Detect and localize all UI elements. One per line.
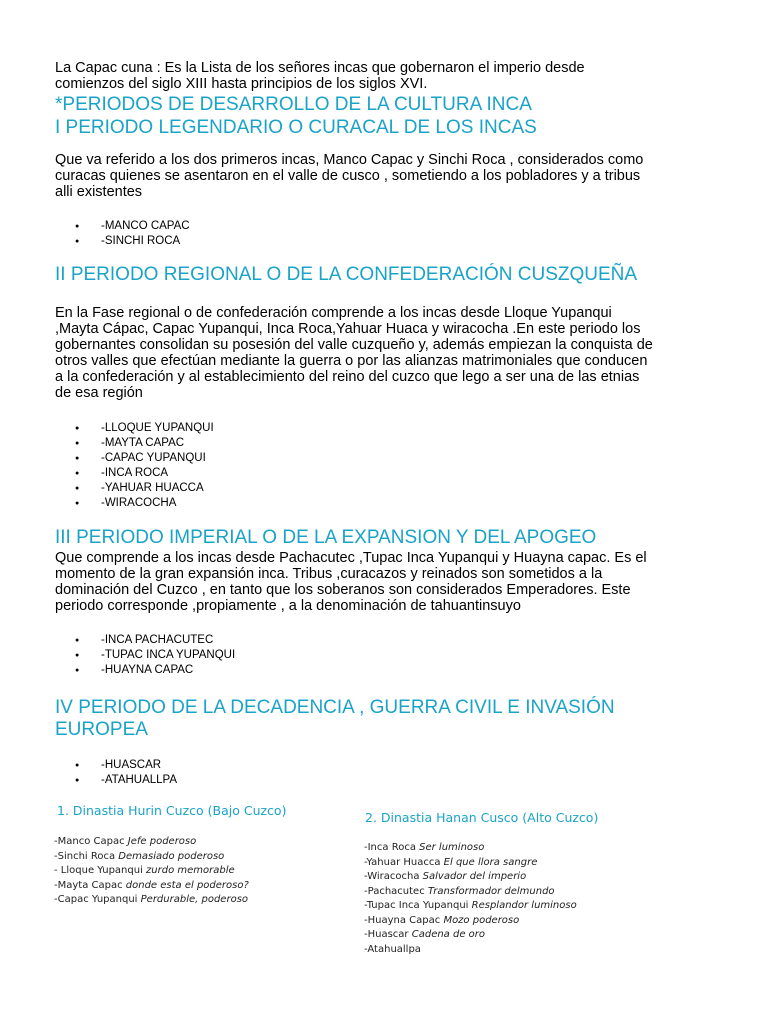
ruler-meaning: donde esta el poderoso? <box>125 879 249 891</box>
ruler-name: -Capac Yupanqui <box>54 894 138 905</box>
list-item: ● -INCA PACHACUTEC <box>55 633 235 648</box>
intro-line: comienzos del siglo XIII hasta principios de los siglos XVI. <box>55 76 428 92</box>
intro-line: La Capac cuna : Es la Lista de los señores incas que gobernaron el imperio desde <box>55 60 585 76</box>
section-2-list <box>55 421 214 511</box>
ruler-name: -Huayna Capac <box>364 914 441 926</box>
text-line: En la Fase regional o de confederación comprende a los incas desde Lloque Yupanqui <box>55 305 612 321</box>
text-line: Que va referido a los dos primeros incas, Manco Capac y Sinchi Roca , considerados como <box>55 152 644 168</box>
ruler-name: -Huascar <box>364 929 409 940</box>
list-item: ● -YAHUAR HUACCA <box>55 481 214 496</box>
ruler-name: -Manco Capac <box>54 836 125 847</box>
dynasty-row <box>54 835 249 850</box>
text-line: otros valles que efectúan mediante la guerra o por las alianzas matrimoniales que conducen <box>55 353 648 369</box>
dynasty-1-heading: 1. Dinastia Hurin Cuzco (Bajo Cuzco) <box>57 803 287 818</box>
ruler-meaning: Mozo poderoso <box>443 914 520 926</box>
ruler-name: -Inca Roca <box>364 842 416 853</box>
list-item: ● -SINCHI ROCA <box>55 234 190 249</box>
ruler-name: -Wiracocha <box>364 871 420 882</box>
ruler-meaning: Jefe poderoso <box>127 836 197 847</box>
list-item: ● -MANCO CAPAC <box>55 219 190 234</box>
ruler-name: -Atahuallpa <box>364 943 421 955</box>
dynasty-row <box>54 893 249 908</box>
list-item: ● -HUASCAR <box>55 758 177 773</box>
dynasty-row <box>364 870 577 885</box>
ruler-name: -Sinchi Roca <box>54 850 116 862</box>
dynasty-row <box>54 879 249 894</box>
dynasty-row <box>364 856 577 871</box>
list-item: ● -HUAYNA CAPAC <box>55 663 235 678</box>
ruler-meaning: El que llora sangre <box>443 856 538 868</box>
dynasty-2-list <box>364 841 577 957</box>
section-1-list <box>55 219 190 249</box>
text-line: de esa región <box>55 385 143 401</box>
text-line: curacas quienes se asentaron en el valle de cusco , sometiendo a los pobladores y a tribus <box>55 168 641 184</box>
text-line: alli existentes <box>55 184 143 200</box>
list-item: ● -MAYTA CAPAC <box>55 436 214 451</box>
ruler-meaning: Ser luminoso <box>419 842 485 853</box>
section-2-text <box>55 305 653 401</box>
text-line: ,Mayta Cápac, Capac Yupanqui, Inca Roca,Yahuar Huaca y wiracocha .En este periodo los <box>55 321 641 337</box>
dynasty-row <box>364 914 577 929</box>
ruler-meaning: Perdurable, poderoso <box>140 894 249 905</box>
section-3-text <box>55 550 647 614</box>
list-item: ● -INCA ROCA <box>55 466 214 481</box>
dynasty-row <box>54 850 249 865</box>
ruler-meaning: Salvador del imperio <box>422 871 527 882</box>
section-3-list <box>55 633 235 678</box>
dynasty-row <box>364 943 577 958</box>
section-1-heading: I PERIODO LEGENDARIO O CURACAL DE LOS INCAS <box>55 117 537 138</box>
list-item: ● -WIRACOCHA <box>55 496 214 511</box>
dynasty-1-list <box>54 835 249 908</box>
text-line: dominación del Cuzco , en tanto que los soberanos son considerados Emperadores. Este <box>55 582 631 598</box>
section-4-list <box>55 758 177 788</box>
text-line: momento de la gran expansión inca. Tribus ,curacazos y reinados son sometidos a la <box>55 566 603 582</box>
section-3-heading: III PERIODO IMPERIAL O DE LA EXPANSION Y DEL APOGEO <box>55 527 597 548</box>
dynasty-row <box>364 841 577 856</box>
ruler-name: - Lloque Yupanqui <box>54 865 143 876</box>
ruler-meaning: Demasiado poderoso <box>118 850 225 862</box>
heading-line: IV PERIODO DE LA DECADENCIA , GUERRA CIVIL E INVASIÓN <box>55 697 615 718</box>
ruler-name: -Tupac Inca Yupanqui <box>364 900 469 911</box>
section-4-heading <box>55 697 615 741</box>
ruler-meaning: Transformador delmundo <box>427 885 555 897</box>
text-line: periodo corresponde ,propiamente , a la denominación de tahuantinsuyo <box>55 598 521 614</box>
dynasty-row <box>364 899 577 914</box>
dynasty-row <box>364 928 577 943</box>
ruler-meaning: Resplandor luminoso <box>471 900 577 911</box>
ruler-name: -Yahuar Huacca <box>364 856 441 868</box>
list-item: ● -LLOQUE YUPANQUI <box>55 421 214 436</box>
text-line: Que comprende a los incas desde Pachacutec ,Tupac Inca Yupanqui y Huayna capac. Es el <box>55 550 647 566</box>
intro-paragraph <box>55 60 585 92</box>
text-line: gobernantes consolidan su posesión del valle cuzqueño y, además empiezan la conquista de <box>55 337 653 353</box>
ruler-meaning: zurdo memorable <box>146 865 235 876</box>
dynasty-row <box>364 885 577 900</box>
ruler-name: -Pachacutec <box>364 885 425 897</box>
text-line: a la confederación y al establecimiento del reino del cuzco que lego a ser una de las etnias <box>55 369 640 385</box>
list-item: ● -CAPAC YUPANQUI <box>55 451 214 466</box>
ruler-meaning: Cadena de oro <box>411 929 486 940</box>
dynasty-row <box>54 864 249 879</box>
ruler-name: -Mayta Capac <box>54 879 123 891</box>
section-2-heading: II PERIODO REGIONAL O DE LA CONFEDERACIÓN CUSZQUEÑA <box>55 264 638 285</box>
section-1-text <box>55 152 643 200</box>
list-item: ● -TUPAC INCA YUPANQUI <box>55 648 235 663</box>
list-item: ● -ATAHUALLPA <box>55 773 177 788</box>
document-title: *PERIODOS DE DESARROLLO DE LA CULTURA INCA <box>55 94 532 115</box>
dynasty-2-heading: 2. Dinastia Hanan Cusco (Alto Cuzco) <box>365 810 599 825</box>
heading-line: EUROPEA <box>55 719 148 740</box>
